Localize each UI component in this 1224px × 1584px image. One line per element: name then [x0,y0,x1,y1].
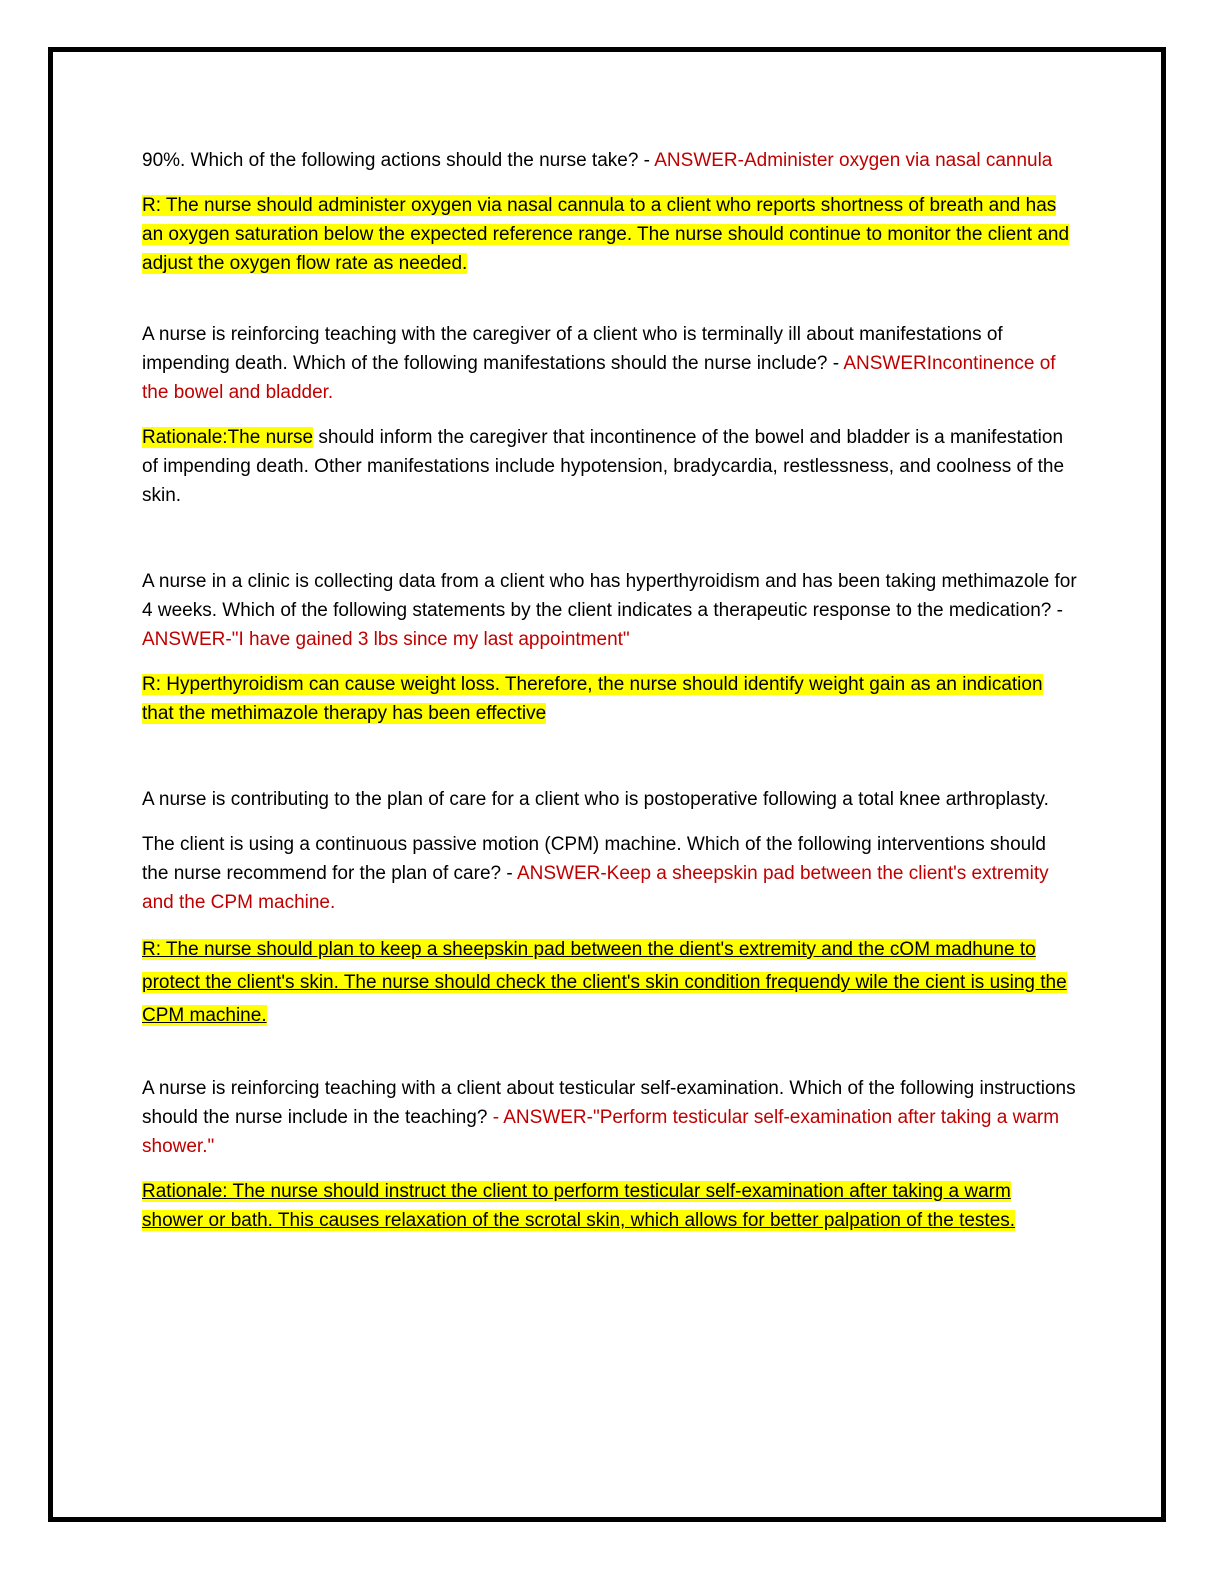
question-5-answer: - ANSWER-"Perform testicular self-examination after taking a warm shower." [142,1107,1060,1157]
rationale-4-text: R: The nurse should plan to keep a sheepskin pad between the dient's extremity and the cOM madhune to protect the client's skin. The nurse should check the client's skin condition frequendy wile the cient is using the CPM machine. [142,939,1067,1026]
rationale-3-text: R: Hyperthyroidism can cause weight loss. Therefore, the nurse should identify weight gain as an indication that the methimazole therapy has been effective [142,674,1043,724]
question-3-answer: ANSWER-"I have gained 3 lbs since my last appointment" [142,629,630,650]
question-4-answer: ANSWER-Keep a sheepskin pad between the client's extremity and the CPM machine. [142,863,1049,913]
rationale-4 [142,933,1077,1032]
rationale-2 [142,423,1077,510]
rationale-3 [142,670,1077,728]
question-3-text: A nurse in a clinic is collecting data from a client who has hyperthyroidism and has been taking methimazole for 4 weeks. Which of the following statements by the client indicates a therapeutic response to the medication? - [142,571,1077,621]
question-5 [142,1074,1077,1161]
question-4-text-1: A nurse is contributing to the plan of care for a client who is postoperative following a total knee arthroplasty. [142,789,1049,810]
question-1-answer: ANSWER-Administer oxygen via nasal cannula [654,150,1053,171]
rationale-1 [142,191,1077,278]
question-2 [142,320,1077,407]
question-3 [142,567,1077,654]
question-2-text: A nurse is reinforcing teaching with the caregiver of a client who is terminally ill about manifestations of impending death. Which of the following manifestations should the nurse include? - [142,324,1003,374]
rationale-5-text: Rationale: The nurse should instruct the client to perform testicular self-examination after taking a warm shower or bath. This causes relaxation of the scrotal skin, which allows for better palpation of the testes. [142,1181,1016,1231]
rationale-2-highlight: Rationale:The nurse [142,427,314,448]
question-4 [142,830,1077,917]
question-4-intro [142,785,1077,814]
rationale-5 [142,1177,1077,1235]
question-4-text-2: The client is using a continuous passive motion (CPM) machine. Which of the following interventions should the nurse recommend for the plan of care? - [142,834,1047,884]
question-1 [142,146,1077,175]
rationale-2-text: should inform the caregiver that incontinence of the bowel and bladder is a manifestation of impending death. Other manifestations include hypotension, bradycardia, restlessness, and coolness of the skin. [142,427,1065,506]
question-2-answer: ANSWERIncontinence of the bowel and bladder. [142,353,1056,403]
question-1-text: 90%. Which of the following actions should the nurse take? - [142,150,655,171]
question-5-text: A nurse is reinforcing teaching with a client about testicular self-examination. Which of the following instructions should the nurse include in the teaching? [142,1078,1076,1128]
rationale-1-text: R: The nurse should administer oxygen via nasal cannula to a client who reports shortness of breath and has an oxygen saturation below the expected reference range. The nurse should continue to monitor the client and adjust the oxygen flow rate as needed. [142,195,1070,274]
document-body [142,146,1077,1235]
